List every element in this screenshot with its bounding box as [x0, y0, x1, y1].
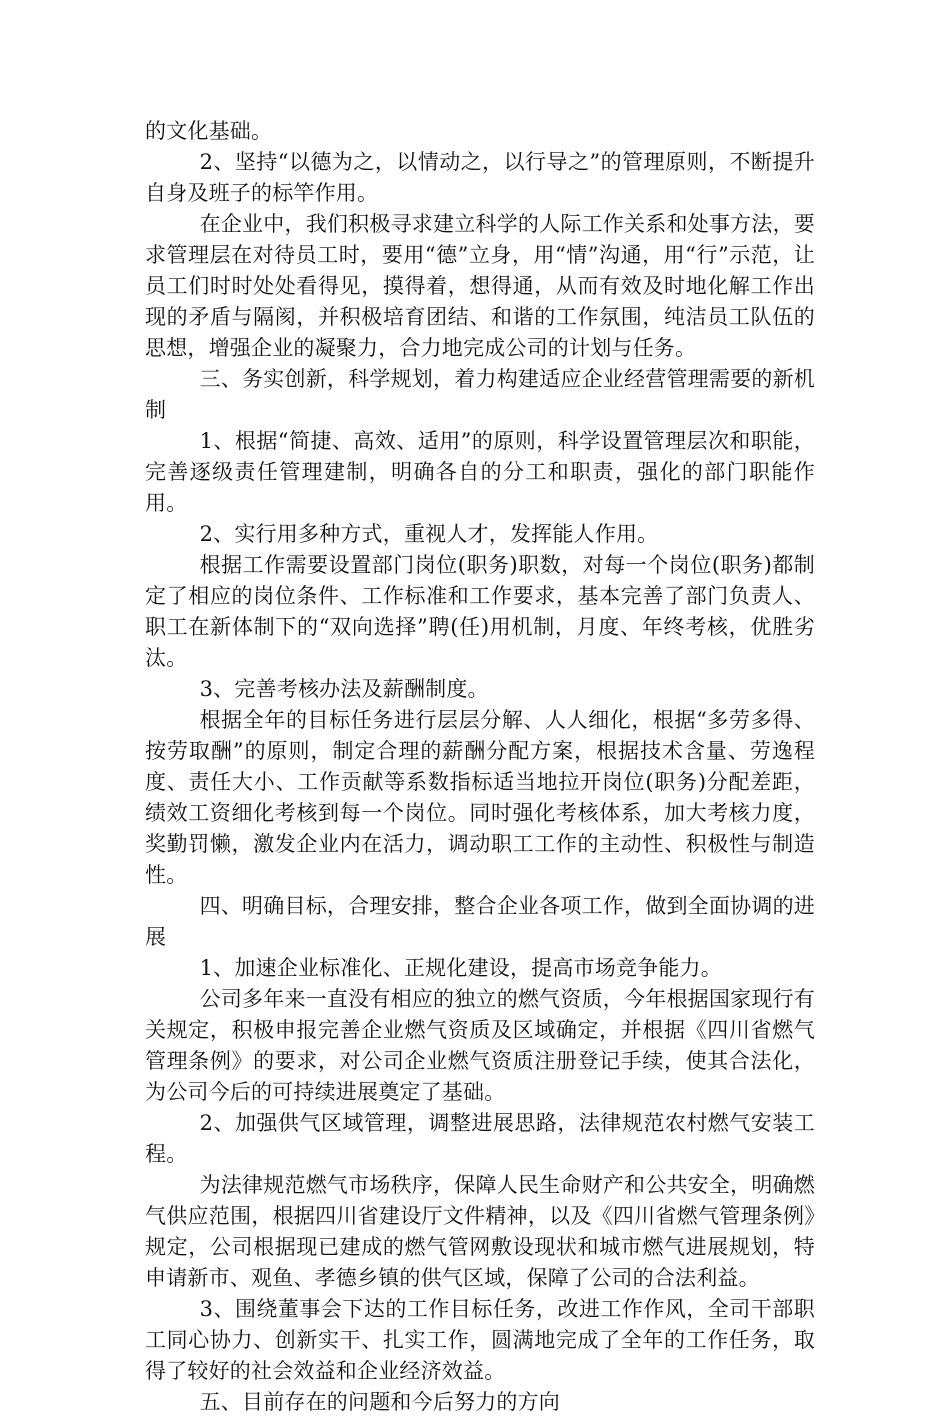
- paragraph: 1、加速企业标准化、正规化建设，提高市场竞争能力。: [199, 956, 722, 980]
- paragraph: 在企业中，我们积极寻求建立科学的人际工作关系和处事方法，要求管理层在对待员工时，要用“德”立身，用“情”沟通，用“行”示范，让员工们时时处处看得见，摸得着，想得通，从而有效及时地化解工作出现的矛盾与隔阂，并积极培育团结、和谐的工作氛围，纯洁员工队伍的思想，增强企业的凝聚力，合力地完成公司的计划与任务。: [145, 212, 815, 360]
- paragraph: 2、实行用多种方式，重视人才，发挥能人作用。: [199, 522, 659, 546]
- paragraph: 1、根据“简捷、高效、适用”的原则，科学设置管理层次和职能，完善逐级责任管理建制，明确各自的分工和职责，强化的部门职能作用。: [145, 429, 815, 515]
- section-heading: 四、明确目标，合理安排，整合企业各项工作，做到全面协调的进展: [145, 894, 815, 949]
- paragraph: 的文化基础。: [145, 119, 273, 143]
- paragraph: 为法律规范燃气市场秩序，保障人民生命财产和公共安全，明确燃气供应范围，根据四川省建设厅文件精神，以及《四川省燃气管理条例》规定，公司根据现已建成的燃气管网敷设现状和城市燃气进展规划，特申请新市、观鱼、孝德乡镇的供气区域，保障了公司的合法利益。: [145, 1173, 815, 1290]
- paragraph: 2、加强供气区域管理，调整进展思路，法律规范农村燃气安装工程。: [145, 1111, 815, 1166]
- paragraph: 公司多年来一直没有相应的独立的燃气资质，今年根据国家现行有关规定，积极申报完善企业燃气资质及区域确定，并根据《四川省燃气管理条例》的要求，对公司企业燃气资质注册登记手续，使其合法化，为公司今后的可持续进展奠定了基础。: [145, 987, 815, 1104]
- paragraph: 根据全年的目标任务进行层层分解、人人细化，根据“多劳多得、按劳取酬”的原则，制定合理的薪酬分配方案，根据技术含量、劳逸程度、责任大小、工作贡献等系数指标适当地拉开岗位(职务)分配差距，绩效工资细化考核到每一个岗位。同时强化考核体系，加大考核力度，奖勤罚懒，激发企业内在活力，调动职工工作的主动性、积极性与制造性。: [145, 708, 815, 887]
- paragraph: 2、坚持“以德为之，以情动之，以行导之”的管理原则，不断提升自身及班子的标竿作用。: [145, 150, 815, 205]
- paragraph: 3、完善考核办法及薪酬制度。: [199, 677, 489, 701]
- document-body: [145, 116, 815, 1418]
- section-heading: 三、务实创新，科学规划，着力构建适应企业经营管理需要的新机制: [145, 367, 815, 422]
- section-heading: 五、目前存在的问题和今后努力的方向: [199, 1390, 560, 1414]
- paragraph: 3、围绕董事会下达的工作目标任务，改进工作作风，全司干部职工同心协力、创新实干、扎实工作，圆满地完成了全年的工作任务，取得了较好的社会效益和企业经济效益。: [145, 1297, 815, 1383]
- paragraph: 根据工作需要设置部门岗位(职务)职数，对每一个岗位(职务)都制定了相应的岗位条件、工作标准和工作要求，基本完善了部门负责人、职工在新体制下的“双向选择”聘(任)用机制，月度、年终考核，优胜劣汰。: [145, 553, 815, 670]
